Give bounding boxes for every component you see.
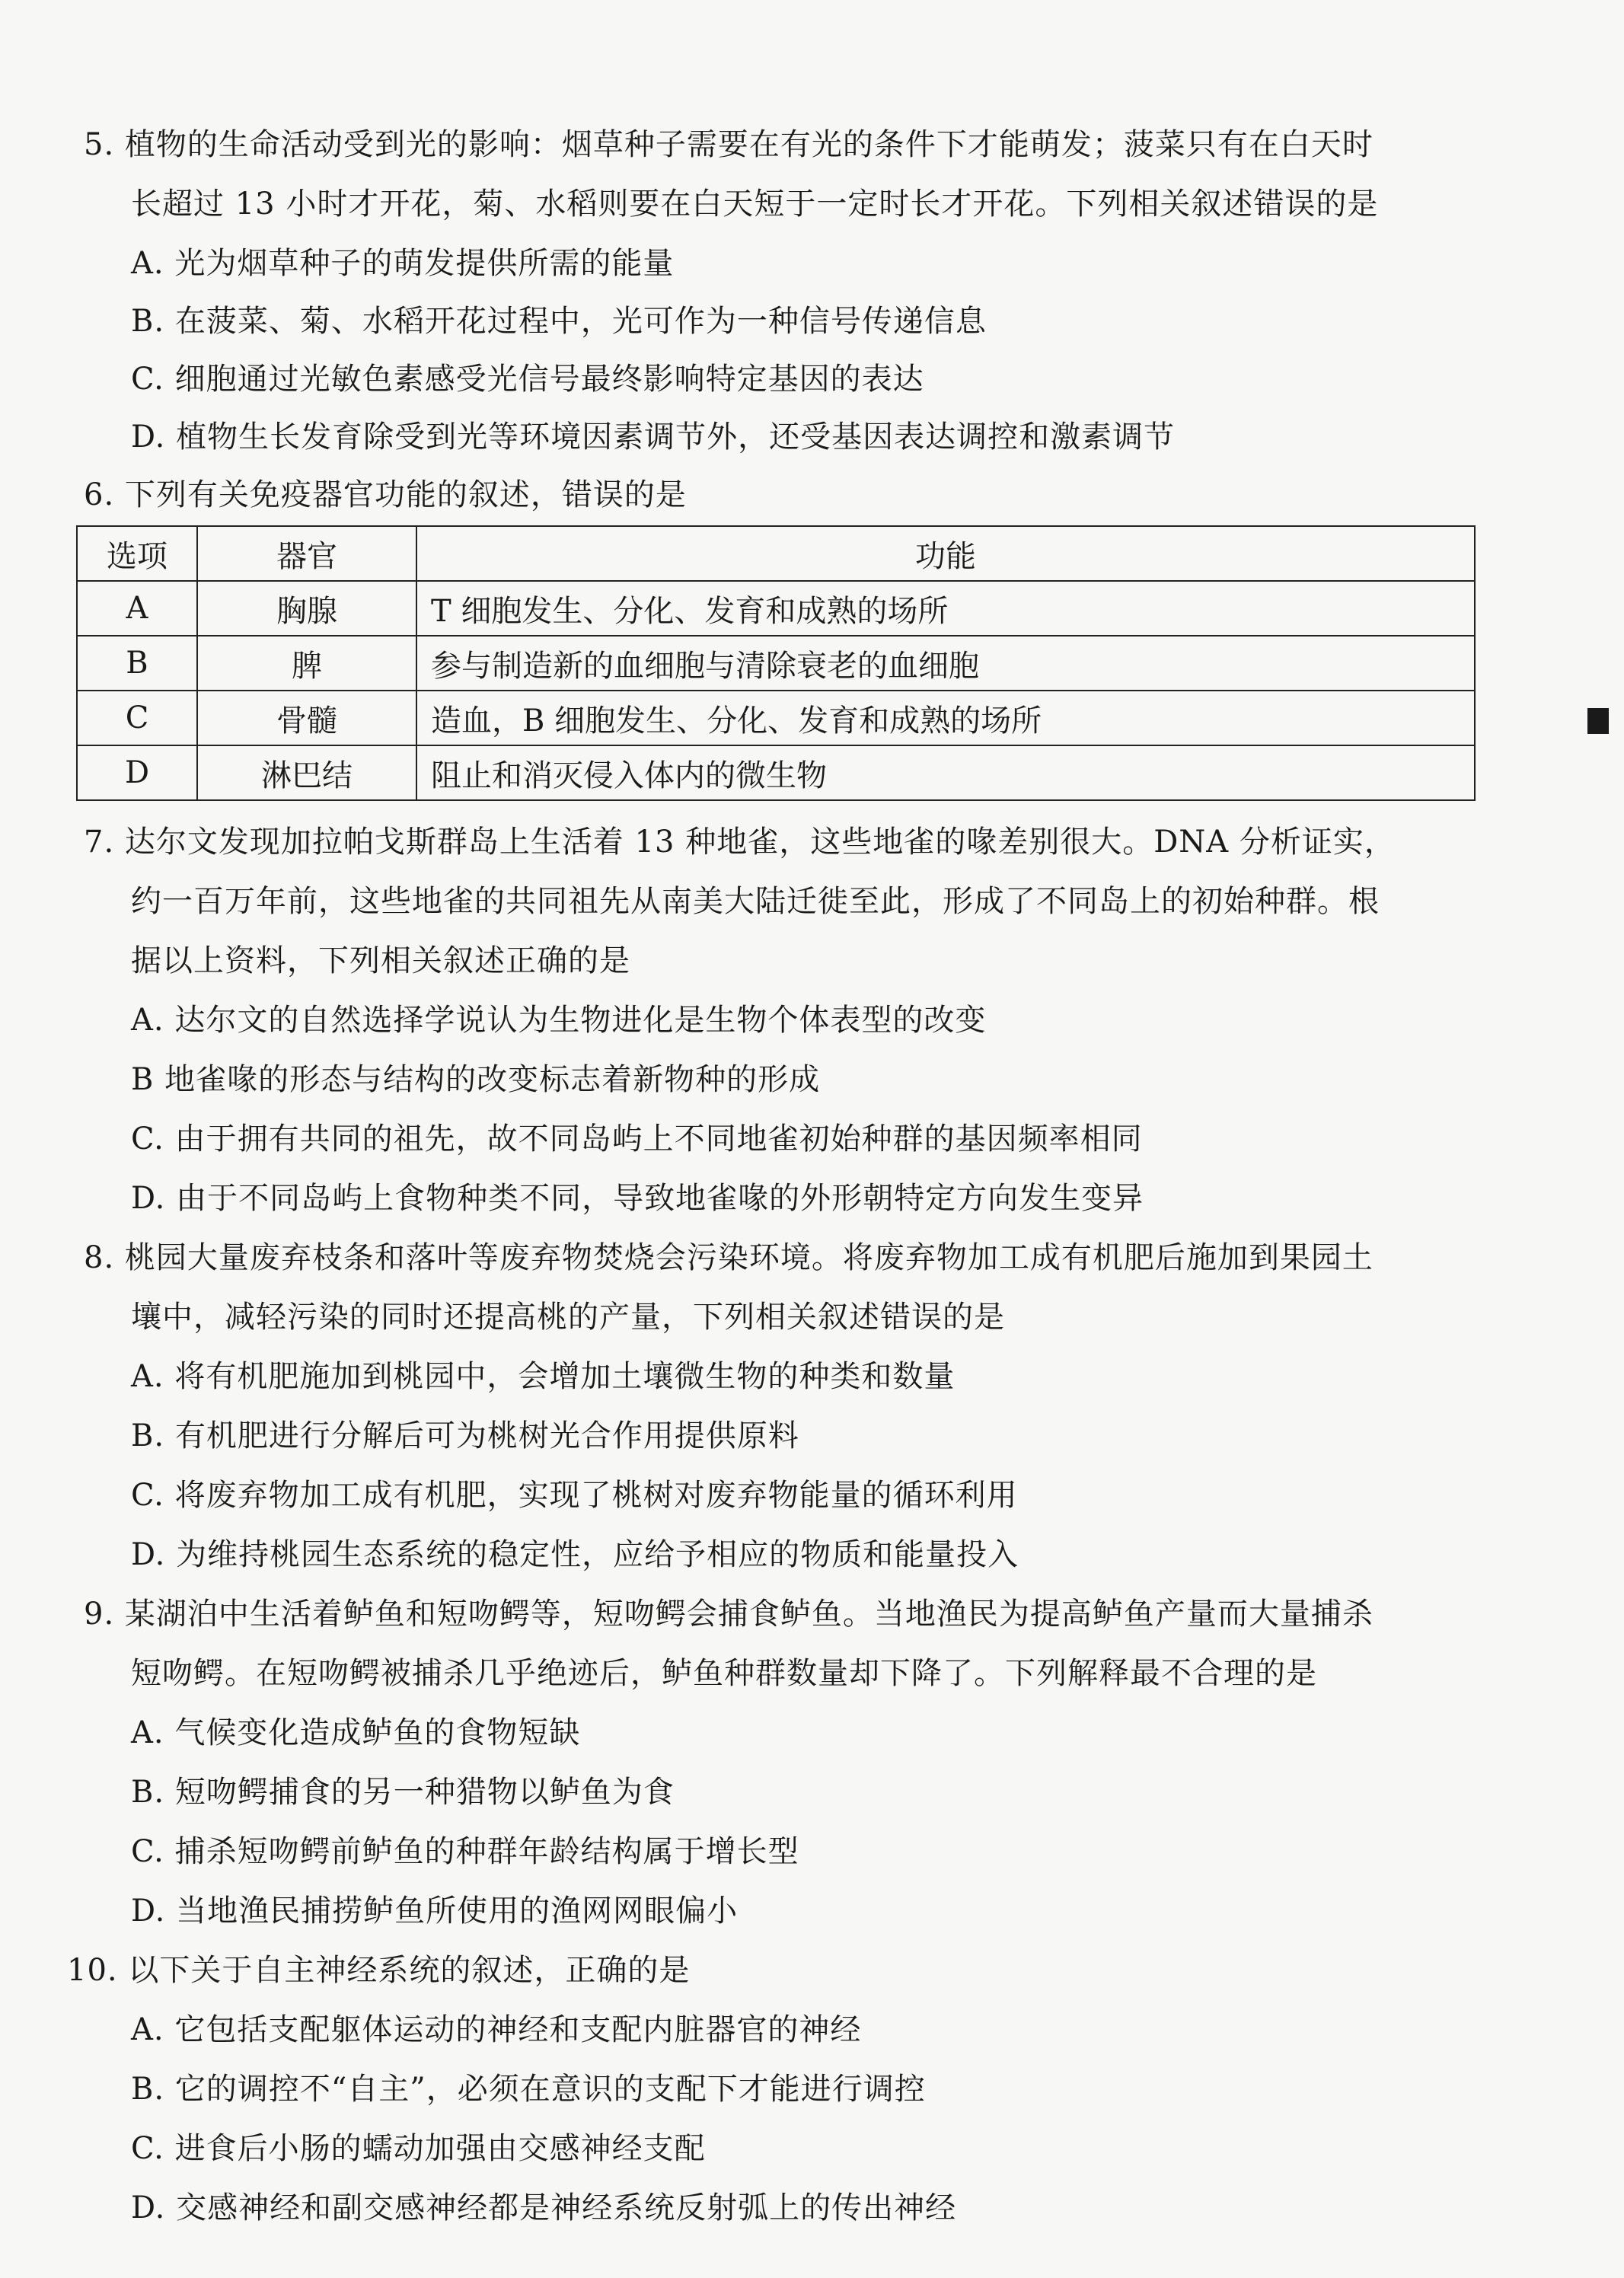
- table-row: [77, 691, 1475, 745]
- q6-stem: 6. 下列有关免疫器官功能的叙述，错误的是: [84, 477, 687, 512]
- table-header-organ: 器官: [197, 526, 416, 581]
- table-row: [77, 636, 1475, 691]
- table-cell-function: 参与制造新的血细胞与清除衰老的血细胞: [416, 636, 1475, 691]
- table-cell-option: D: [77, 745, 197, 800]
- q7-option-d: D. 由于不同岛屿上食物种类不同，导致地雀喙的外形朝特定方向发生变异: [131, 1181, 1144, 1216]
- q8-option-d: D. 为维持桃园生态系统的稳定性，应给予相应的物质和能量投入: [131, 1537, 1019, 1572]
- q9-option-a: A. 气候变化造成鲈鱼的食物短缺: [131, 1715, 581, 1750]
- table-header-option: 选项: [77, 526, 197, 581]
- table-cell-function: T 细胞发生、分化、发育和成熟的场所: [416, 581, 1475, 636]
- q8-option-b: B. 有机肥进行分解后可为桃树光合作用提供原料: [131, 1418, 799, 1453]
- q5-option-b: B. 在菠菜、菊、水稻开花过程中，光可作为一种信号传递信息: [131, 304, 987, 339]
- scan-alignment-mark: [1587, 708, 1609, 734]
- table-cell-organ: 骨髓: [197, 691, 416, 745]
- q7-option-a: A. 达尔文的自然选择学说认为生物进化是生物个体表型的改变: [131, 1003, 987, 1038]
- table-row: [77, 581, 1475, 636]
- immune-organ-table: [76, 525, 1476, 801]
- q7-stem-continued: 约一百万年前，这些地雀的共同祖先从南美大陆迁徙至此，形成了不同岛上的初始种群。根: [131, 884, 1380, 919]
- q8-stem-continued: 壤中，减轻污染的同时还提高桃的产量，下列相关叙述错误的是: [131, 1300, 1005, 1335]
- table-cell-organ: 胸腺: [197, 581, 416, 636]
- q5-option-c: C. 细胞通过光敏色素感受光信号最终影响特定基因的表达: [131, 362, 924, 397]
- table-cell-option: B: [77, 636, 197, 691]
- q9-option-b: B. 短吻鳄捕食的另一种猎物以鲈鱼为食: [131, 1775, 675, 1810]
- table-cell-organ: 淋巴结: [197, 745, 416, 800]
- q10-option-d: D. 交感神经和副交感神经都是神经系统反射弧上的传出神经: [131, 2190, 957, 2225]
- q9-stem-continued: 短吻鳄。在短吻鳄被捕杀几乎绝迹后，鲈鱼种群数量却下降了。下列解释最不合理的是: [131, 1656, 1317, 1691]
- table-cell-option: C: [77, 691, 197, 745]
- table-cell-function: 造血，B 细胞发生、分化、发育和成熟的场所: [416, 691, 1475, 745]
- table-cell-organ: 脾: [197, 636, 416, 691]
- q9-stem: 9. 某湖泊中生活着鲈鱼和短吻鳄等，短吻鳄会捕食鲈鱼。当地渔民为提高鲈鱼产量而大量捕杀: [84, 1597, 1374, 1632]
- q10-option-a: A. 它包括支配躯体运动的神经和支配内脏器官的神经: [131, 2012, 862, 2047]
- q7-stem-continued-2: 据以上资料，下列相关叙述正确的是: [131, 943, 630, 978]
- q8-stem: 8. 桃园大量废弃枝条和落叶等废弃物焚烧会污染环境。将废弃物加工成有机肥后施加到果园土: [84, 1240, 1374, 1275]
- q7-stem: 7. 达尔文发现加拉帕戈斯群岛上生活着 13 种地雀，这些地雀的喙差别很大。DNA 分析证实，: [84, 825, 1396, 860]
- q5-stem: 5. 植物的生命活动受到光的影响：烟草种子需要在有光的条件下才能萌发；菠菜只有在白天时: [84, 127, 1374, 162]
- q9-option-d: D. 当地渔民捕捞鲈鱼所使用的渔网网眼偏小: [131, 1894, 739, 1929]
- table-header-row: [77, 526, 1475, 581]
- table-header-function: 功能: [416, 526, 1475, 581]
- q5-option-a: A. 光为烟草种子的萌发提供所需的能量: [131, 246, 675, 281]
- table-cell-option: A: [77, 581, 197, 636]
- q5-option-d: D. 植物生长发育除受到光等环境因素调节外，还受基因表达调控和激素调节: [131, 420, 1176, 455]
- q7-option-b: B 地雀喙的形态与结构的改变标志着新物种的形成: [131, 1062, 821, 1097]
- q10-stem: 10. 以下关于自主神经系统的叙述，正确的是: [67, 1953, 691, 1988]
- table-cell-function: 阻止和消灭侵入体内的微生物: [416, 745, 1475, 800]
- q8-option-a: A. 将有机肥施加到桃园中，会增加土壤微生物的种类和数量: [131, 1359, 956, 1394]
- table-row: [77, 745, 1475, 800]
- q7-option-c: C. 由于拥有共同的祖先，故不同岛屿上不同地雀初始种群的基因频率相同: [131, 1121, 1143, 1157]
- q5-stem-continued: 长超过 13 小时才开花，菊、水稻则要在白天短于一定时长才开花。下列相关叙述错误的是: [131, 187, 1379, 222]
- q9-option-c: C. 捕杀短吻鳄前鲈鱼的种群年龄结构属于增长型: [131, 1834, 799, 1869]
- q10-option-c: C. 进食后小肠的蠕动加强由交感神经支配: [131, 2131, 706, 2166]
- q8-option-c: C. 将废弃物加工成有机肥，实现了桃树对废弃物能量的循环利用: [131, 1478, 1018, 1513]
- q10-option-b: B. 它的调控不“自主”，必须在意识的支配下才能进行调控: [131, 2072, 926, 2107]
